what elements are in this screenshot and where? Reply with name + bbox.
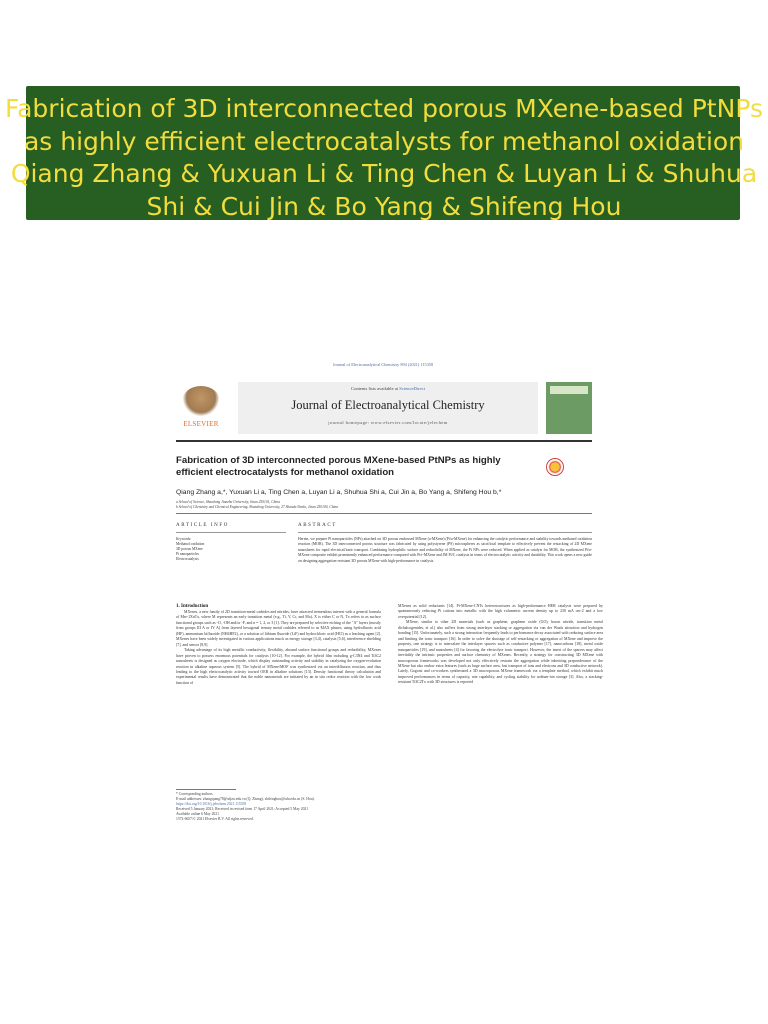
header-divider (176, 440, 592, 442)
body-column-right (398, 604, 603, 686)
footnote-divider (176, 789, 236, 790)
article-info-label: ARTICLE INFO (176, 523, 229, 528)
article-info-divider (176, 532, 286, 533)
journal-name: Journal of Electroanalytical Chemistry (291, 398, 485, 412)
keyword-item: 3D porous MXene (176, 547, 203, 551)
body-column-left (176, 610, 381, 686)
check-for-updates-icon[interactable] (546, 458, 564, 476)
affiliation-a: a School of Science, Shandong Jianzhu University, Jinan 250101, China (176, 500, 281, 504)
journal-citation: Journal of Electroanalytical Chemistry 894 (2021) 115358 (332, 362, 434, 367)
abstract-label: ABSTRACT (298, 523, 337, 528)
contents-prefix: Contents lists available at (351, 386, 399, 391)
affiliation-b: b School of Chemistry and Chemical Engineering, Shandong University, 27 Shanda Nanlu, Jinan 250100, China (176, 505, 339, 509)
elsevier-tree-icon (182, 386, 220, 416)
keyword-item: Electrocatalysis (176, 557, 199, 561)
email-note: E-mail addresses: zhangqiang78@sdjzu.edu.cn (Q. Zhang), shifenghou@sdu.edu.cn (S. Hou). (176, 797, 315, 801)
received-dates: Received 5 January 2021; Received in revised form 17 April 2021; Accepted 5 May 2021 (176, 807, 309, 811)
doi-link[interactable]: https://doi.org/10.1016/j.jelechem.2021.115358 (176, 802, 247, 806)
journal-homepage: journal homepage: www.elsevier.com/locate/jelechem (328, 420, 448, 425)
keywords-block (176, 537, 286, 562)
abstract-text: Herein, we prepare Pt nanoparticles (NPs) attached on 3D porous embossed MXene (a-MXene) (Pt/a-MXene) for enhancing the catalytic performance and stability towards methanol oxidation reaction (MOR). The 3D interconnected porous structure was fabricated by using polystyrene (PS) microspheres as sacrificial template to effectively prevent the restacking of 2D MXene nanosheets for rapid electrical/ionic transport. Combining hydrophilic surface and reducibility of MXene, the Pt NPs were reduced. When applied as catalyst for MOR, the synthesized Pt/a-MXene composite exhibit prominently enhanced performance compared with Pt/r-MXene and JM Pt/C catalysts in terms of electrocatalytic activity and durability. This work opens a new guide on designing aggregation-resistant 3D porous MXene with high-performance in catalysis. (298, 537, 592, 563)
affiliation-divider (176, 513, 592, 514)
journal-cover-image (546, 382, 592, 434)
body-paragraph: MXene, similar to other 2D materials (such as graphene, graphene oxide (GO), boron nitride, transition metal dichalcogenides, et al.) also suffers from strong interlayer stacking or aggregation via van der Waals attraction and hydrogen bonding [15]. Unfortunately, such a strong interaction frequently leads to performance decay associated with reducing surface area and limiting the ionic transport [16]. In order to solve the shortage of self-restacking or aggregation of MXene and improve the property, one strategy is to intercalate the interlayer spacers such as conductive polymer [17], nanocarbons [18], metal oxide nanoparticles [19], and nanosheets [4] for favoring the electrolyte ionic transport. However, the insert of the spacers may affect inevitably the intrinsic properties and surface chemistry of MXenes. Recently, a strategy for constructing 3D MXene with macroporous frameworks was developed not only effectively restrain the aggregation while inheriting preponderance of the MXene but also endow extra features (such as large surface area, fast transport of ions and electrons and 3D conductive network). Lately, Gogotsi and co-workers synthesized a 3D macroporous MXene framework via a template method, which exhibit much improved performances in terms of capacity, rate capability, and cycling stability for sodium-ion storage [3]. Also, a stacking-resistant Ti3C2Tx with 3D structures is reported (398, 620, 603, 685)
introduction-heading: 1. Introduction (176, 604, 209, 609)
affiliations (176, 500, 596, 510)
footnotes (176, 792, 476, 822)
paper-title: Fabrication of 3D interconnected porous MXene-based PtNPs as highly efficient electrocatalysts for methanol oxidation (176, 455, 501, 478)
sciencedirect-link[interactable]: ScienceDirect (399, 386, 425, 391)
abstract-divider (298, 532, 592, 533)
body-paragraph: MXenes as solid reductants [14]. Pt-MXene-CNTs heterostructures as high-performance HER catalysts were prepared by spontaneously reducing Pt cations into metallic with the high volumetric current density up to 230 mA cm-2 and a low overpotential [12]. (398, 604, 603, 619)
paper-first-page (148, 352, 618, 839)
elsevier-logo (176, 382, 226, 434)
copyright-line: 1572-6657/© 2021 Elsevier B.V. All rights reserved. (176, 817, 254, 821)
corresponding-note: * Corresponding authors. (176, 792, 214, 796)
journal-header (238, 382, 538, 434)
body-paragraph: Taking advantage of its high metallic conductivity, flexibility, abound surface functional groups and reducibility, MXenes have proven to possess enormous potentials for catalysis [10-12]. For example, the hybrid film including g-C3N4 and Ti3C2 nanosheets is designed as oxygen electrode, which display outstanding activity and stability in catalyzing the oxygen-evolution reaction in alkaline aqueous system [5]. The hybrid of MXene/MOF was synthesized via an interdiffusion reaction, and thus leading to the high electrocatalytic activity toward OER in alkaline solutions [13]. Density functional theory calculation and experimental results have demonstrated that the noble nanometals are initiated by an in situ redox reaction with the low work function of (176, 648, 381, 685)
banner-title: Fabrication of 3D interconnected porous MXene-based PtNPs as highly efficient electrocatalysts for methanol oxidation Qiang Zhang & Yuxuan Li & Ting Chen & Luyan Li & Shuhua Shi & Cui Jin & Bo Yang & Shifeng Hou (5, 94, 763, 221)
keyword-item: Pt nanoparticles (176, 552, 200, 556)
keyword-item: Methanol oxidation (176, 542, 205, 546)
publisher-name: ELSEVIER (183, 420, 219, 428)
body-paragraph: MXenes, a new family of 2D transition-metal carbides and nitrides, have attracted tremendous interest with a general formula of Mn+1XnTx, where M represents an early transition metal (e.g., Ti, V, Cr, and Mo), X is either C or N, Tx refers to as surface functional groups such as -O, -OH and/or -F, and n = 1, 2, or 3 [1]. They are prepared by selective etching of the "A" layers (mostly from groups III A or IV A) from layered hexagonal ternary metal carbides referred to as MAX phases, using hydrofluoric acid (HF), ammonium bifluoride (NH4HF2), or a solution of lithium fluoride (LiF) and hydrochloric acid (HCl) as a leaching agent [2]. MXenes have been widely investigated in various applications much as energy storage [3,4], catalysis [5,6], interference shielding [7], and sensor [8,9]. (176, 610, 381, 647)
keywords-label: Keywords: (176, 537, 192, 541)
contents-line (238, 386, 538, 391)
author-list: Qiang Zhang a,*, Yuxuan Li a, Ting Chen a, Luyan Li a, Shuhua Shi a, Cui Jin a, Bo Yang a, Shifeng Hou b,* (176, 489, 502, 496)
available-date: Available online 6 May 2021 (176, 812, 219, 816)
